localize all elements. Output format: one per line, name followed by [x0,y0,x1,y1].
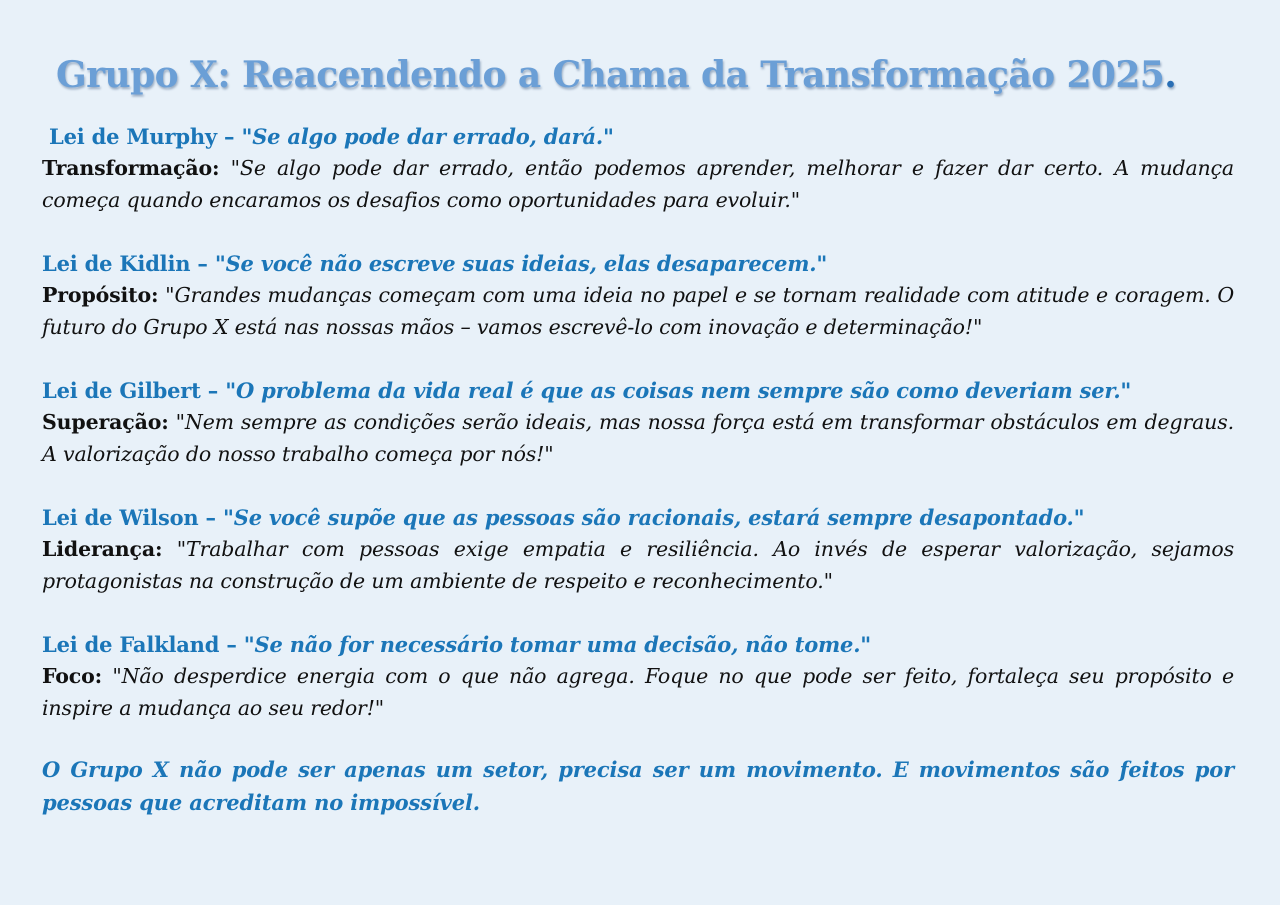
law-name: Lei de Gilbert – [42,378,219,403]
page-title-text: Grupo X: Reacendendo a Chama da Transformação 2025 [56,54,1165,96]
law-quote: "O problema da vida real é que as coisas nem sempre são como deveriam ser." [225,378,1132,403]
law-label: Propósito: [42,283,159,307]
law-body [42,152,1234,216]
law-text: "Grandes mudanças começam com uma ideia no papel e se tornam realidade com atitude e coragem. O futuro do Grupo X está nas nossas mãos – vamos escrevê-lo com inovação e determinação!" [42,283,1234,339]
laws-list [42,122,1234,819]
law-text: "Trabalhar com pessoas exige empatia e resiliência. Ao invés de esperar valorização, sejamos protagonistas na construção de um ambiente de respeito e reconhecimento." [42,537,1234,593]
law-name: Lei de Falkland – [42,632,237,657]
law-body [42,660,1234,724]
closing-statement: O Grupo X não pode ser apenas um setor, precisa ser um movimento. E movimentos são feitos por pessoas que acreditam no impossível. [42,757,1234,815]
law-falkland [42,630,1234,724]
law-body [42,279,1234,343]
law-title [42,630,1234,660]
law-label: Liderança: [42,537,163,561]
law-quote: "Se não for necessário tomar uma decisão, não tome." [243,632,872,657]
law-quote: "Se você não escreve suas ideias, elas desaparecem." [214,251,828,276]
law-label: Superação: [42,410,169,434]
law-name: Lei de Kidlin – [42,251,208,276]
law-gilbert [42,376,1234,470]
law-title [42,376,1234,406]
law-wilson [42,503,1234,597]
law-name: Lei de Murphy – [49,124,235,149]
law-quote: "Se você supõe que as pessoas são racionais, estará sempre desapontado." [222,505,1085,530]
law-text: "Nem sempre as condições serão ideais, mas nossa força está em transformar obstáculos em degraus. A valorização do nosso trabalho começa por nós!" [42,410,1234,466]
law-text: "Se algo pode dar errado, então podemos aprender, melhorar e fazer dar certo. A mudança começa quando encaramos os desafios como oportunidades para evoluir." [42,156,1234,212]
law-label: Transformação: [42,156,220,180]
law-title [42,122,1234,152]
law-quote: "Se algo pode dar errado, dará." [241,124,614,149]
law-body [42,533,1234,597]
page-title-dot: . [1164,54,1177,96]
page-title [56,52,1234,98]
law-label: Foco: [42,664,103,688]
law-name: Lei de Wilson – [42,505,216,530]
law-title [42,249,1234,279]
law-title [42,503,1234,533]
law-body [42,406,1234,470]
law-text: "Não desperdice energia com o que não agrega. Foque no que pode ser feito, fortaleça seu propósito e inspire a mudança ao seu redor!" [42,664,1234,720]
law-kidlin [42,249,1234,343]
law-murphy [42,122,1234,216]
